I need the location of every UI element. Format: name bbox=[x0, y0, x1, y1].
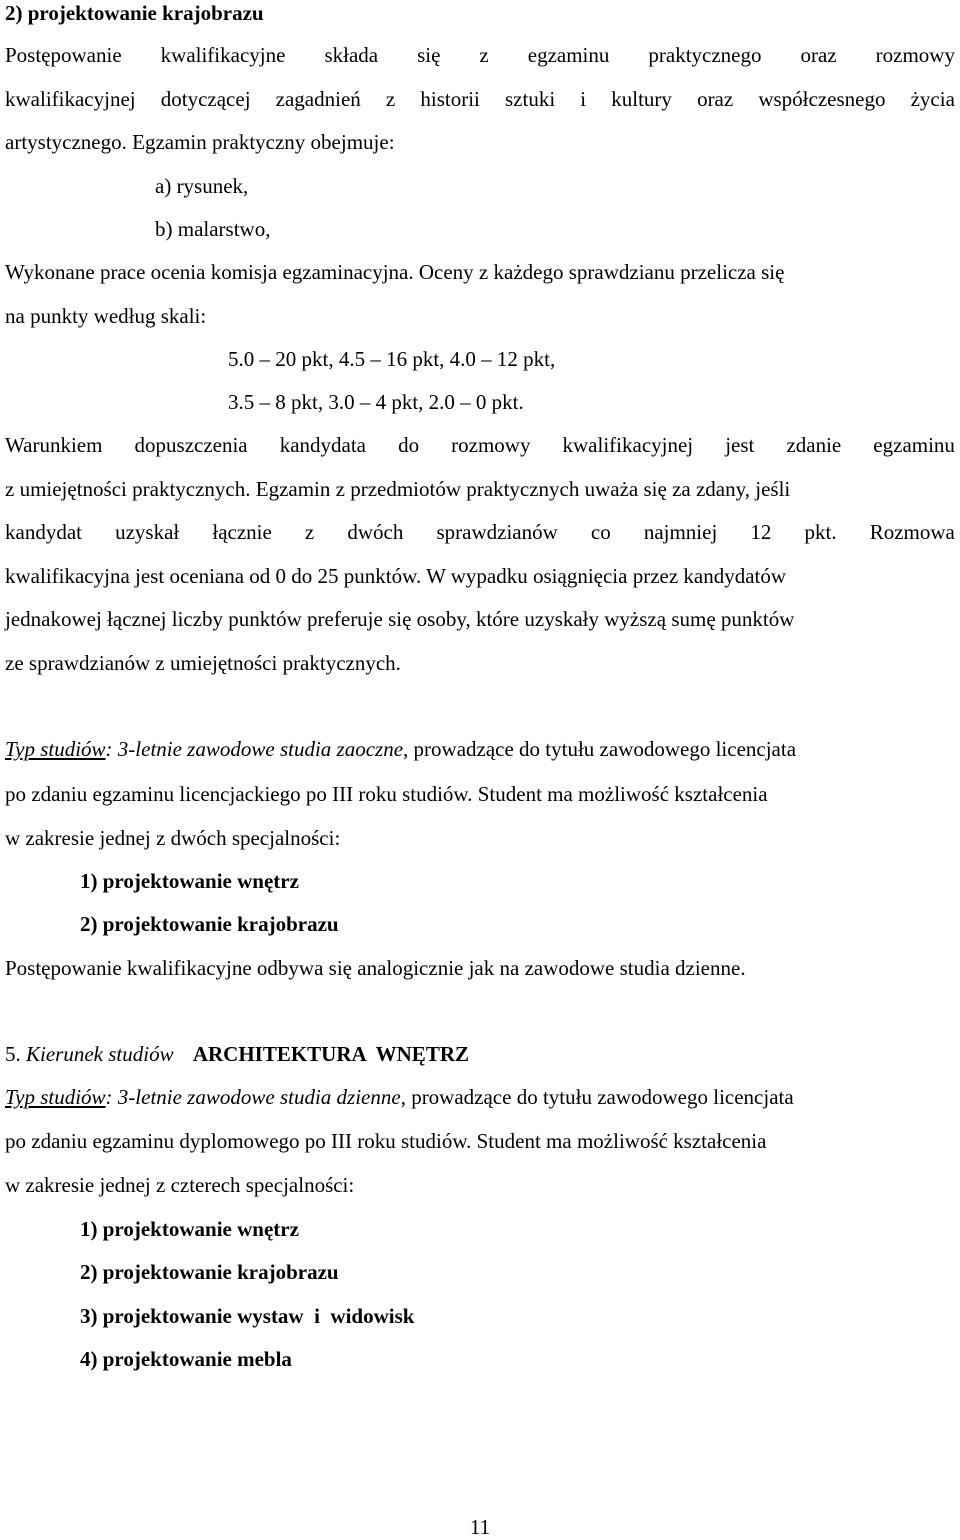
word: do bbox=[398, 433, 420, 457]
word: praktycznego bbox=[648, 43, 762, 67]
word: uzyskał bbox=[115, 520, 180, 544]
list-item: a) rysunek, bbox=[155, 174, 249, 198]
word: łącznie bbox=[212, 520, 272, 544]
paragraph-line: po zdaniu egzaminu dyplomowego po III roku studiów. Student ma możliwość kształcenia bbox=[5, 1129, 767, 1153]
paragraph-line: artystycznego. Egzamin praktyczny obejmuje: bbox=[5, 130, 395, 154]
paragraph-line: na punkty według skali: bbox=[5, 304, 207, 328]
specialization-item: 1) projektowanie wnętrz bbox=[80, 869, 299, 893]
word: Postępowanie bbox=[5, 43, 122, 67]
section-heading: 2) projektowanie krajobrazu bbox=[5, 1, 264, 25]
word: z bbox=[385, 87, 396, 111]
paragraph-line: jednakowej łącznej liczby punktów preferuje się osoby, które uzyskały wyższą sumę punktów bbox=[5, 607, 795, 631]
study-type-rest: , prowadzące do tytułu zawodowego licencjata bbox=[403, 737, 797, 761]
word: najmniej bbox=[643, 520, 718, 544]
word: życia bbox=[910, 87, 955, 111]
word: kwalifikacyjnej bbox=[562, 433, 694, 457]
word: dwóch bbox=[347, 520, 404, 544]
word: kwalifikacyjne bbox=[160, 43, 286, 67]
specialization-item: 2) projektowanie krajobrazu bbox=[80, 912, 339, 936]
kierunek-name: ARCHITEKTURA WNĘTRZ bbox=[192, 1042, 469, 1066]
word: oraz bbox=[697, 87, 734, 111]
paragraph-line: z umiejętności praktycznych. Egzamin z przedmiotów praktycznych uważa się za zdany, jeśli bbox=[5, 477, 791, 501]
word: historii bbox=[420, 87, 480, 111]
word: Warunkiem bbox=[5, 433, 103, 457]
study-type-line bbox=[5, 1084, 794, 1110]
word: jest bbox=[725, 433, 755, 457]
study-type-label: Typ studiów bbox=[5, 737, 106, 761]
word: rozmowy bbox=[875, 43, 955, 67]
paragraph-line: Wykonane prace ocenia komisja egzaminacyjna. Oceny z każdego sprawdzianu przelicza się bbox=[5, 260, 785, 284]
study-type-colon: : bbox=[105, 737, 113, 761]
specialization-item: 1) projektowanie wnętrz bbox=[80, 1217, 299, 1241]
word: i bbox=[580, 87, 587, 111]
word: Rozmowa bbox=[869, 520, 955, 544]
specialization-item: 4) projektowanie mebla bbox=[80, 1347, 292, 1371]
paragraph-line: ze sprawdzianów z umiejętności praktycznych. bbox=[5, 651, 401, 675]
paragraph-line bbox=[5, 432, 955, 458]
word: współczesnego bbox=[758, 87, 886, 111]
word: się bbox=[417, 43, 441, 67]
study-type-colon: : bbox=[105, 1085, 113, 1109]
study-type-value: 3-letnie zawodowe studia zaoczne bbox=[117, 737, 404, 761]
word: kandydata bbox=[279, 433, 366, 457]
word: składa bbox=[324, 43, 379, 67]
word: zdanie bbox=[786, 433, 842, 457]
paragraph-line bbox=[5, 519, 955, 545]
word: oraz bbox=[800, 43, 837, 67]
paragraph-line: Postępowanie kwalifikacyjne odbywa się analogicznie jak na zawodowe studia dzienne. bbox=[5, 956, 746, 980]
paragraph-line bbox=[5, 86, 955, 112]
section-number: 5. bbox=[5, 1042, 21, 1066]
word: kwalifikacyjnej bbox=[5, 87, 136, 111]
study-type-rest: , prowadzące do tytułu zawodowego licencjata bbox=[400, 1085, 794, 1109]
list-item: b) malarstwo, bbox=[155, 217, 271, 241]
word: z bbox=[479, 43, 489, 67]
word: sztuki bbox=[505, 87, 556, 111]
paragraph-line: kwalifikacyjna jest oceniana od 0 do 25 punktów. W wypadku osiągnięcia przez kandydatów bbox=[5, 564, 787, 588]
word: egzaminu bbox=[873, 433, 955, 457]
word: kandydat bbox=[5, 520, 82, 544]
word: rozmowy bbox=[451, 433, 531, 457]
paragraph-line bbox=[5, 42, 955, 68]
study-type-value: 3-letnie zawodowe studia dzienne bbox=[117, 1085, 401, 1109]
word: sprawdzianów bbox=[436, 520, 558, 544]
word: dotyczącej bbox=[160, 87, 251, 111]
specialization-item: 2) projektowanie krajobrazu bbox=[80, 1260, 339, 1284]
word: 12 bbox=[750, 520, 772, 544]
word: egzaminu bbox=[527, 43, 610, 67]
paragraph-line: po zdaniu egzaminu licencjackiego po III roku studiów. Student ma możliwość kształcenia bbox=[5, 782, 768, 806]
section-title bbox=[5, 1041, 469, 1067]
specialization-item: 3) projektowanie wystaw i widowisk bbox=[80, 1304, 415, 1328]
kierunek-label: Kierunek studiów bbox=[26, 1042, 174, 1066]
paragraph-line: w zakresie jednej z czterech specjalności: bbox=[5, 1173, 355, 1197]
word: z bbox=[304, 520, 315, 544]
scale-line: 5.0 – 20 pkt, 4.5 – 16 pkt, 4.0 – 12 pkt, bbox=[228, 347, 556, 371]
page-number: 11 bbox=[469, 1515, 491, 1539]
scale-line: 3.5 – 8 pkt, 3.0 – 4 pkt, 2.0 – 0 pkt. bbox=[228, 390, 524, 414]
word: pkt. bbox=[804, 520, 837, 544]
study-type-line bbox=[5, 736, 796, 762]
word: zagadnień bbox=[275, 87, 361, 111]
word: dopuszczenia bbox=[134, 433, 248, 457]
paragraph-line: w zakresie jednej z dwóch specjalności: bbox=[5, 826, 341, 850]
word: co bbox=[590, 520, 611, 544]
word: kultury bbox=[611, 87, 672, 111]
study-type-label: Typ studiów bbox=[5, 1085, 106, 1109]
